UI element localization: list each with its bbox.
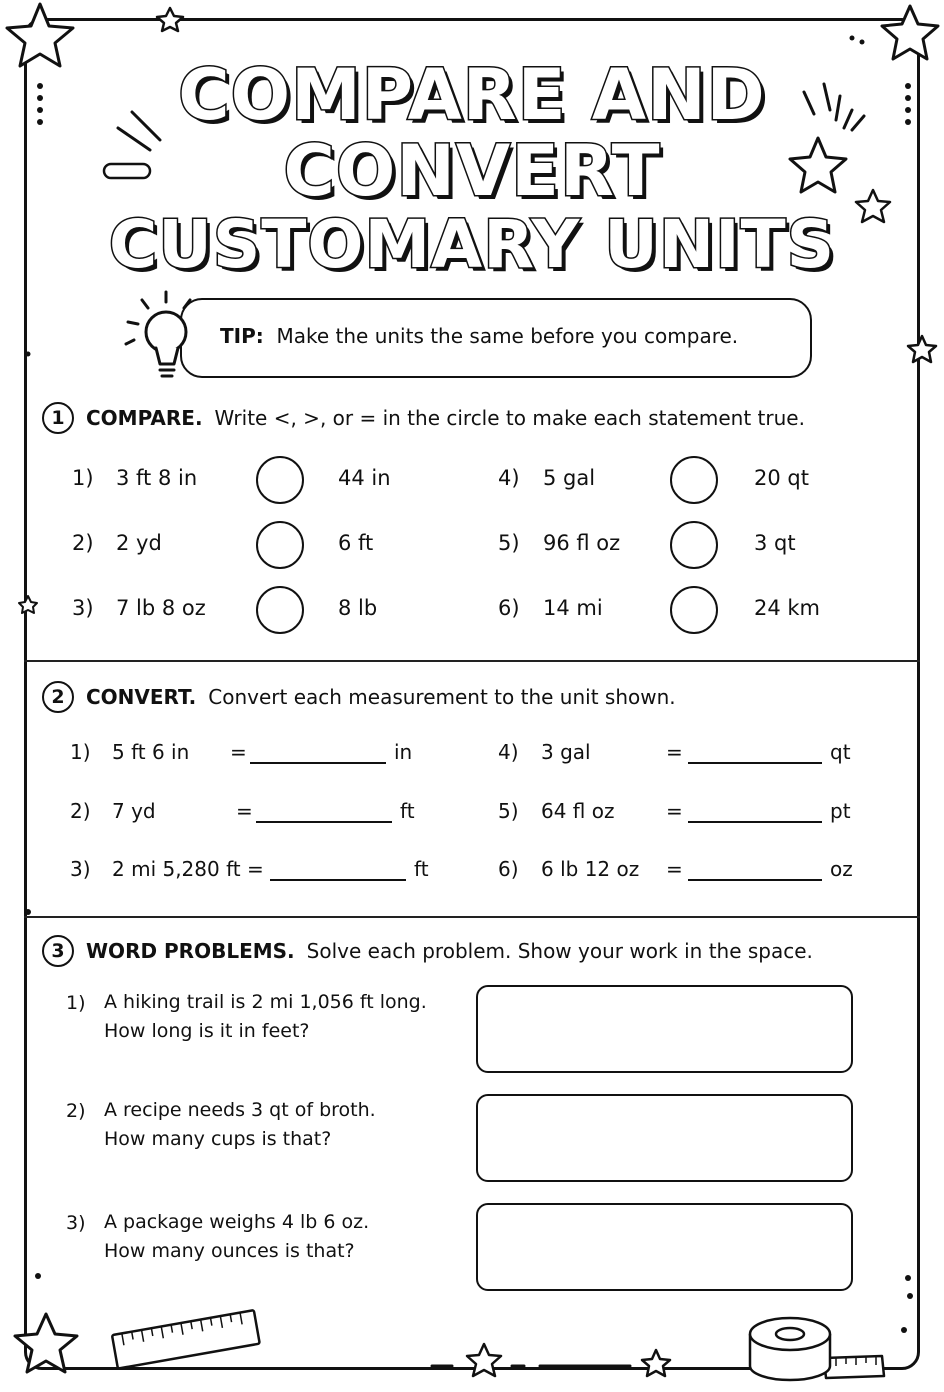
compare-left-value: 14 mi — [543, 596, 603, 620]
word-problem-line: A recipe needs 3 qt of broth. — [104, 1099, 376, 1121]
section-instructions: Write <, >, or = in the circle to make each statement true. — [214, 406, 805, 430]
compare-item-number: 1) — [72, 466, 94, 490]
convert-equals: = — [236, 799, 253, 823]
compare-item-number: 6) — [498, 596, 520, 620]
star-icon — [15, 1314, 77, 1372]
word-problem-text — [104, 1096, 376, 1154]
word-problem-text — [104, 1208, 369, 1266]
tip-label: TIP: — [220, 324, 264, 348]
section-divider — [24, 660, 920, 662]
title-line-1: COMPARE AND — [178, 54, 766, 136]
compare-right-value: 44 in — [338, 466, 391, 490]
title-line-2: CONVERT — [283, 130, 661, 212]
compare-item-number: 2) — [72, 531, 94, 555]
section-instructions: Convert each measurement to the unit shown. — [208, 685, 676, 709]
convert-answer-blank[interactable] — [688, 762, 822, 764]
convert-item-number: 2) — [70, 799, 91, 823]
work-space-box[interactable] — [476, 1203, 853, 1291]
work-space-box[interactable] — [476, 1094, 853, 1182]
compare-left-value: 5 gal — [543, 466, 596, 490]
star-icon — [467, 1344, 501, 1376]
ruler-icon — [108, 1300, 268, 1380]
section-word-problems-header — [42, 934, 813, 968]
compare-right-value: 8 lb — [338, 596, 378, 620]
convert-equals: = — [666, 740, 683, 764]
compare-item-number: 3) — [72, 596, 94, 620]
section-instructions: Solve each problem. Show your work in the space. — [306, 939, 813, 963]
convert-item-number: 6) — [498, 857, 519, 881]
star-icon — [19, 596, 37, 613]
compare-left-value: 2 yd — [116, 531, 162, 555]
section-title: COMPARE. — [86, 406, 203, 430]
compare-answer-circle[interactable] — [670, 586, 718, 634]
convert-given: 64 fl oz — [541, 799, 615, 823]
compare-right-value: 6 ft — [338, 531, 374, 555]
convert-item-number: 4) — [498, 740, 519, 764]
convert-given: 6 lb 12 oz — [541, 857, 640, 881]
convert-unit: oz — [830, 857, 853, 881]
star-icon — [882, 6, 938, 59]
compare-answer-circle[interactable] — [256, 521, 304, 569]
section-title: CONVERT. — [86, 685, 197, 709]
word-problem-number: 2) — [66, 1100, 86, 1122]
convert-given: 2 mi 5,280 ft = — [112, 857, 264, 881]
convert-item-number: 5) — [498, 799, 519, 823]
convert-unit: in — [394, 740, 413, 764]
word-problem-line: A hiking trail is 2 mi 1,056 ft long. — [104, 991, 427, 1013]
convert-answer-blank[interactable] — [270, 879, 406, 881]
convert-answer-blank[interactable] — [250, 762, 386, 764]
compare-left-value: 96 fl oz — [543, 531, 621, 555]
word-problem-text — [104, 988, 427, 1046]
section-number: 2 — [42, 681, 74, 713]
work-space-box[interactable] — [476, 985, 853, 1073]
section-title: WORD PROBLEMS. — [86, 939, 295, 963]
tip-message: Make the units the same before you compare. — [276, 324, 739, 348]
compare-answer-circle[interactable] — [256, 586, 304, 634]
convert-equals: = — [666, 799, 683, 823]
convert-answer-blank[interactable] — [256, 821, 392, 823]
compare-right-value: 24 km — [754, 596, 821, 620]
convert-given: 7 yd — [112, 799, 156, 823]
compare-answer-circle[interactable] — [256, 456, 304, 504]
convert-given: 5 ft 6 in — [112, 740, 190, 764]
convert-given: 3 gal — [541, 740, 591, 764]
section-number: 3 — [42, 935, 74, 967]
star-icon — [908, 336, 936, 362]
star-icon — [642, 1350, 670, 1376]
convert-unit: ft — [400, 799, 415, 823]
convert-unit: ft — [414, 857, 429, 881]
title-line-3: CUSTOMARY UNITS — [108, 206, 836, 283]
star-icon — [157, 8, 183, 31]
compare-left-value: 3 ft 8 in — [116, 466, 198, 490]
word-problem-line: How long is it in feet? — [104, 1020, 310, 1042]
section-number: 1 — [42, 402, 74, 434]
word-problem-line: How many cups is that? — [104, 1128, 332, 1150]
section-compare-header — [42, 401, 805, 435]
compare-answer-circle[interactable] — [670, 456, 718, 504]
compare-right-value: 20 qt — [754, 466, 809, 490]
compare-item-number: 5) — [498, 531, 520, 555]
word-problem-number: 3) — [66, 1212, 86, 1234]
convert-equals: = — [230, 740, 247, 764]
word-problem-number: 1) — [66, 992, 86, 1014]
tape-measure-icon — [744, 1306, 890, 1388]
lightbulb-icon — [120, 288, 200, 388]
convert-answer-blank[interactable] — [688, 879, 822, 881]
convert-equals: = — [666, 857, 683, 881]
word-problem-line: How many ounces is that? — [104, 1240, 355, 1262]
compare-answer-circle[interactable] — [670, 521, 718, 569]
compare-right-value: 3 qt — [754, 531, 796, 555]
section-convert-header — [42, 680, 676, 714]
section-divider — [24, 916, 920, 918]
convert-unit: qt — [830, 740, 851, 764]
convert-unit: pt — [830, 799, 851, 823]
word-problem-line: A package weighs 4 lb 6 oz. — [104, 1211, 370, 1233]
convert-item-number: 1) — [70, 740, 91, 764]
compare-left-value: 7 lb 8 oz — [116, 596, 206, 620]
convert-item-number: 3) — [70, 857, 91, 881]
tip-text — [220, 324, 738, 348]
convert-answer-blank[interactable] — [688, 821, 822, 823]
compare-item-number: 4) — [498, 466, 520, 490]
